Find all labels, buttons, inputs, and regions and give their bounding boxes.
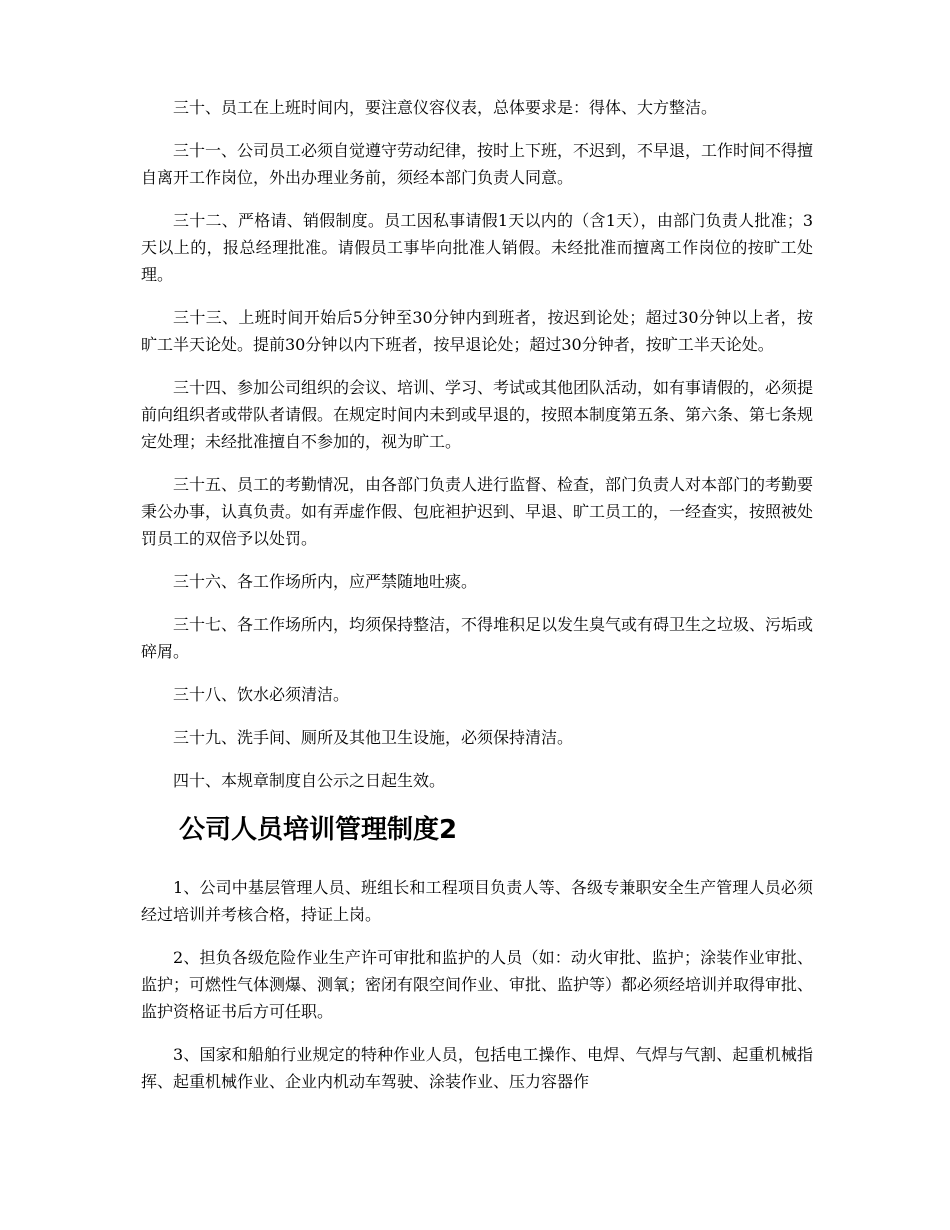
paragraph-33: 三十三、上班时间开始后5分钟至30分钟内到班者，按迟到论处；超过30分钟以上者，按旷工半天论处。提前30分钟以内下班者，按早退论处；超过30分钟者，按旷工半天论处。 bbox=[141, 308, 813, 354]
paragraph-40: 四十、本规章制度自公示之日起生效。 bbox=[173, 771, 446, 790]
paragraph-37: 三十七、各工作场所内，均须保持整洁，不得堆积足以发生臭气或有碍卫生之垃圾、污垢或碎屑。 bbox=[141, 615, 814, 661]
training-paragraph-3: 3、国家和船舶行业规定的特种作业人员，包括电工操作、电焊、气焊与气割、起重机械指挥、起重机械作业、企业内机动车驾驶、涂装作业、压力容器作 bbox=[141, 1045, 813, 1091]
training-paragraph-2: 2、担负各级危险作业生产许可审批和监护的人员（如：动火审批、监护；涂装作业审批、监护；可燃性气体测爆、测氧；密闭有限空间作业、审批、监护等）都必须经培训并取得审批、监护资格证书后方可任职。 bbox=[141, 948, 814, 1021]
paragraph-38: 三十八、饮水必须清洁。 bbox=[173, 685, 350, 704]
section-title: 公司人员培训管理制度2 bbox=[179, 815, 458, 845]
document-page bbox=[141, 94, 813, 1111]
training-paragraph-1: 1、公司中基层管理人员、班组长和工程项目负责人等、各级专兼职安全生产管理人员必须经过培训并考核合格，持证上岗。 bbox=[141, 878, 813, 924]
section-attendance-rules bbox=[141, 94, 813, 794]
paragraph-30: 三十、员工在上班时间内，要注意仪容仪表，总体要求是：得体、大方整洁。 bbox=[173, 98, 718, 117]
paragraph-39: 三十九、洗手间、厕所及其他卫生设施，必须保持清洁。 bbox=[173, 728, 574, 747]
paragraph-31: 三十一、公司员工必须自觉遵守劳动纪律，按时上下班，不迟到，不早退，工作时间不得擅自离开工作岗位，外出办理业务前，须经本部门负责人同意。 bbox=[141, 141, 814, 187]
section-training-rules bbox=[141, 874, 813, 1095]
paragraph-32: 三十二、严格请、销假制度。员工因私事请假1天以内的（含1天），由部门负责人批准；3天以上的，报总经理批准。请假员工事毕向批准人销假。未经批准而擅离工作岗位的按旷工处理。 bbox=[141, 211, 813, 284]
paragraph-36: 三十六、各工作场所内，应严禁随地吐痰。 bbox=[173, 572, 478, 591]
paragraph-34: 三十四、参加公司组织的会议、培训、学习、考试或其他团队活动，如有事请假的，必须提前向组织者或带队者请假。在规定时间内未到或早退的，按照本制度第五条、第六条、第七条规定处理；未经批准擅自不参加的，视为旷工。 bbox=[141, 378, 814, 451]
paragraph-35: 三十五、员工的考勤情况，由各部门负责人进行监督、检查，部门负责人对本部门的考勤要秉公办事，认真负责。如有弄虚作假、包庇袒护迟到、早退、旷工员工的，一经查实，按照被处罚员工的双倍予以处罚。 bbox=[141, 475, 814, 548]
